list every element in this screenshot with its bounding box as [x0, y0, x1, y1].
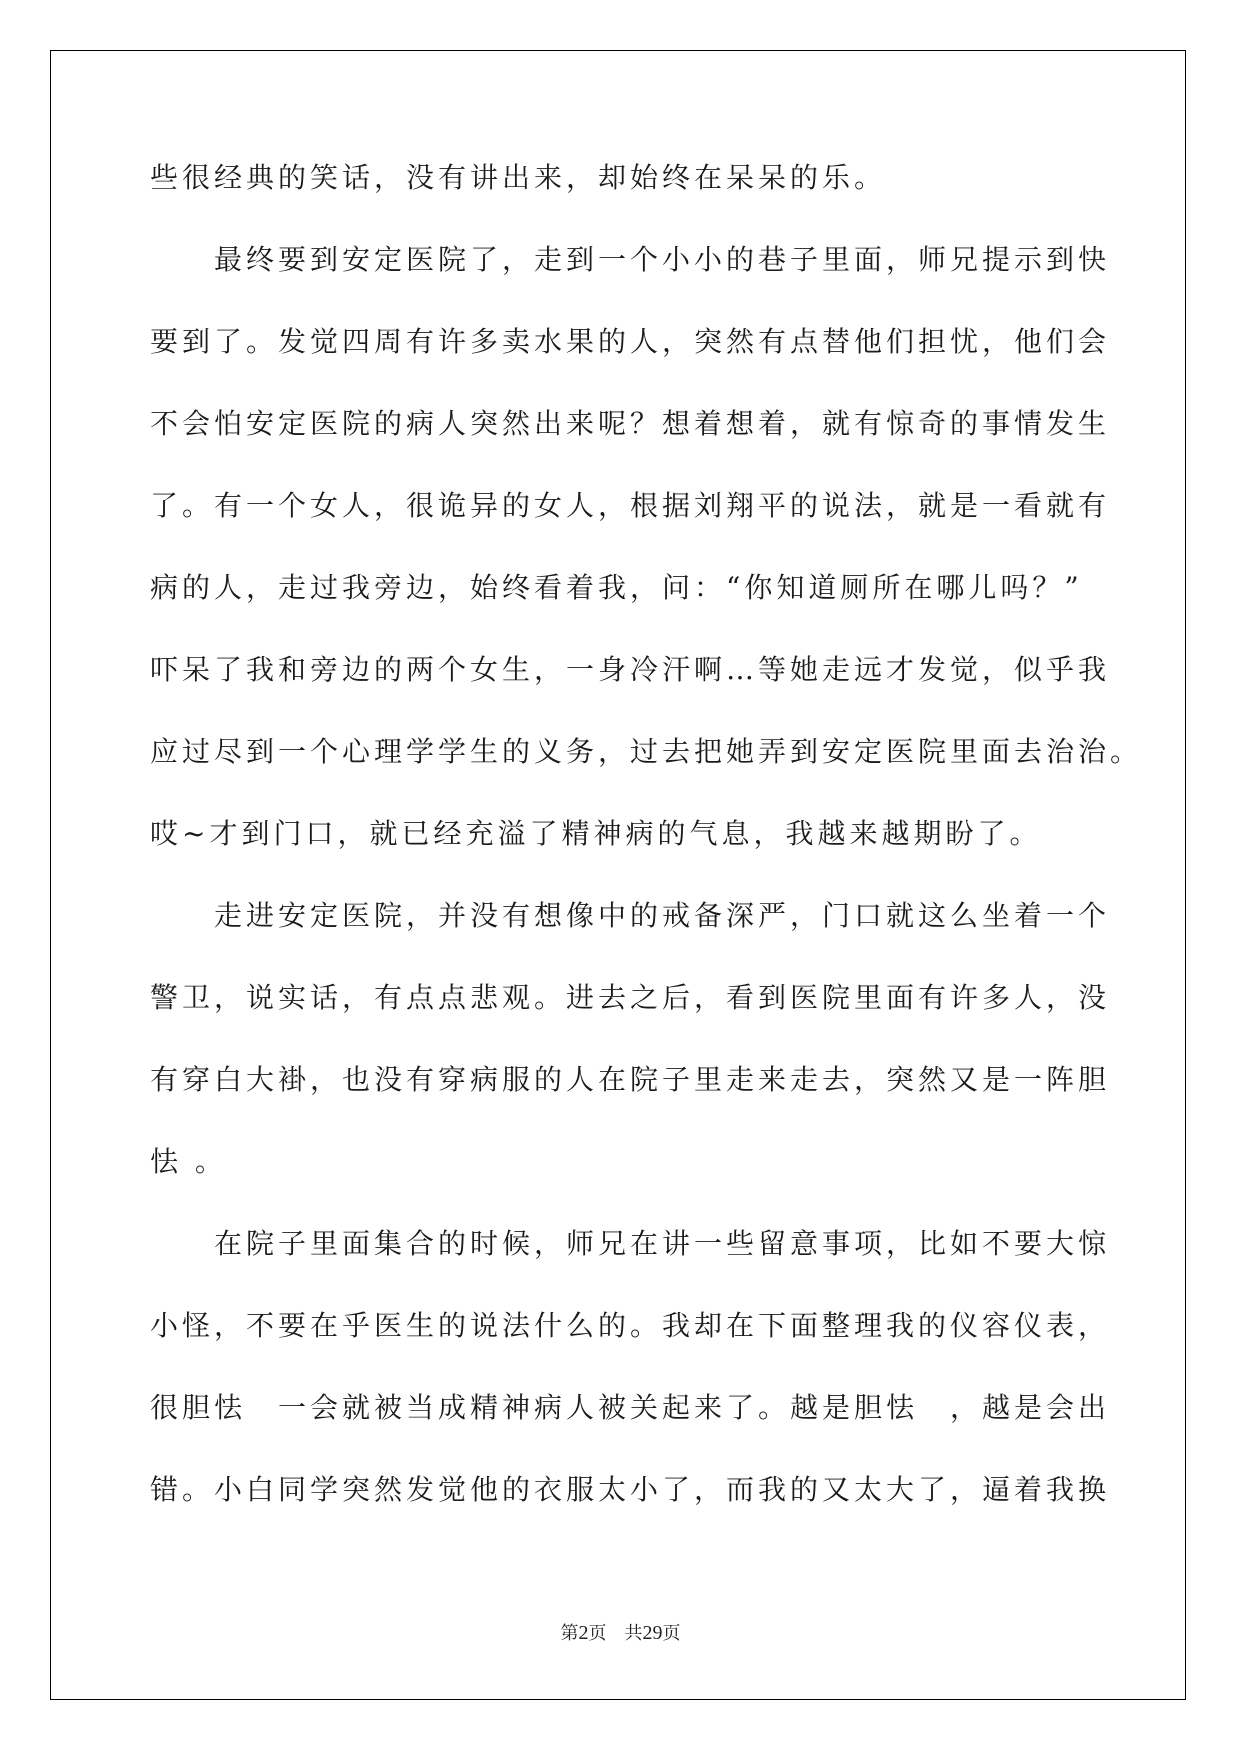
- page-border: [50, 50, 1186, 1700]
- page-footer: [0, 1621, 1241, 1646]
- text-line: 不会怕安定医院的病人突然出来呢？想着想着，就有惊奇的事情发生: [150, 407, 1111, 440]
- total-prefix: 共: [624, 1623, 643, 1644]
- text-line: 哎~才到门口，就已经充溢了精神病的气息，我越来越期盼了。: [150, 817, 1042, 850]
- page-number: 2: [578, 1622, 589, 1644]
- text-line: 怯 。: [150, 1145, 227, 1178]
- text-line: 应过尽到一个心理学学生的义务，过去把她弄到安定医院里面去治治。: [150, 735, 1143, 768]
- page-suffix: 页: [588, 1623, 607, 1644]
- text-line: 在院子里面集合的时候，师兄在讲一些留意事项，比如不要大惊: [150, 1227, 1111, 1260]
- text-line: 要到了。发觉四周有许多卖水果的人，突然有点替他们担忧，他们会: [150, 325, 1111, 358]
- text-line: 最终要到安定医院了，走到一个小小的巷子里面，师兄提示到快: [150, 243, 1111, 276]
- total-suffix: 页: [662, 1623, 681, 1644]
- page-prefix: 第: [560, 1623, 579, 1644]
- text-line: 错。小白同学突然发觉他的衣服太小了，而我的又太大了，逼着我换: [150, 1473, 1111, 1506]
- text-line: 走进安定医院，并没有想像中的戒备深严，门口就这么坐着一个: [150, 899, 1111, 932]
- text-line: 警卫，说实话，有点点悲观。进去之后，看到医院里面有许多人，没: [150, 981, 1111, 1014]
- text-line: 很胆怯 一会就被当成精神病人被关起来了。越是胆怯 ，越是会出: [150, 1391, 1111, 1424]
- total-pages: 29: [642, 1622, 663, 1644]
- text-line: 吓呆了我和旁边的两个女生，一身冷汗啊…等她走远才发觉，似乎我: [150, 653, 1111, 686]
- text-line: 病的人，走过我旁边，始终看着我，问：“你知道厕所在哪儿吗？”: [150, 571, 1083, 604]
- text-line: 些很经典的笑话，没有讲出来，却始终在呆呆的乐。: [150, 161, 887, 194]
- text-line: 有穿白大褂，也没有穿病服的人在院子里走来走去，突然又是一阵胆: [150, 1063, 1111, 1096]
- text-line: 小怪，不要在乎医生的说法什么的。我却在下面整理我的仪容仪表，: [150, 1309, 1111, 1342]
- text-line: 了。有一个女人，很诡异的女人，根据刘翔平的说法，就是一看就有: [150, 489, 1111, 522]
